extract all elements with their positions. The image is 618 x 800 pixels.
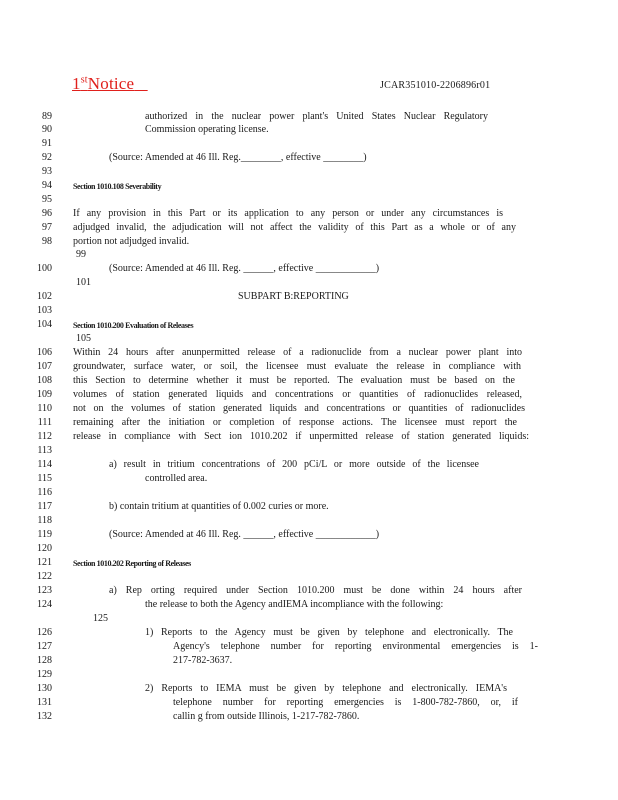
line-number: 117 xyxy=(37,501,52,512)
line-number: 113 xyxy=(37,445,52,456)
body-line: If any provision in this Part or its application to any person or under any circumstances is xyxy=(73,208,503,219)
line-number: 103 xyxy=(37,305,52,316)
body-line: groundwater, surface water, or soil, the licensee must evaluate the release in compliance with xyxy=(73,361,521,372)
line-number: 132 xyxy=(37,711,52,722)
line-number: 99 xyxy=(76,249,86,260)
line-number: 111 xyxy=(37,417,52,428)
line-number: 107 xyxy=(37,361,52,372)
line-number: 102 xyxy=(37,291,52,302)
body-line: remaining after the initiation or completion of response actions. The licensee must report the xyxy=(73,417,517,428)
line-number: 104 xyxy=(37,319,52,330)
notice-heading: 1stNotice xyxy=(72,74,135,93)
line-number: 94 xyxy=(42,180,52,191)
line-number: 128 xyxy=(37,655,52,666)
list-item: telephone number for reporting emergencies is 1-800-782-7860, or, if xyxy=(173,697,518,708)
line-number: 96 xyxy=(42,208,52,219)
line-number: 92 xyxy=(42,152,52,163)
body-line: the release to both the Agency andIEMA incompliance with the following: xyxy=(145,599,444,610)
line-number: 114 xyxy=(37,459,52,470)
line-number: 118 xyxy=(37,515,52,526)
document-code: JCAR351010-2206896r01 xyxy=(380,80,491,91)
line-number: 95 xyxy=(42,194,52,205)
line-number: 129 xyxy=(37,669,52,680)
line-number: 119 xyxy=(37,529,52,540)
list-item: a) result in tritium concentrations of 200 pCi/L or more outside of the licensee xyxy=(109,459,479,470)
line-number: 116 xyxy=(37,487,52,498)
source-note: (Source: Amended at 46 Ill. Reg. ______, effective ____________) xyxy=(109,263,380,274)
line-number: 109 xyxy=(37,389,52,400)
list-item: 1) Reports to the Agency must be given by telephone and electronically. The xyxy=(145,627,513,638)
body-line: a) Rep orting required under Section 1010.200 must be done within 24 hours after xyxy=(109,585,522,596)
line-number: 106 xyxy=(37,347,52,358)
subpart-heading: SUBPART B:REPORTING xyxy=(238,291,349,302)
line-number: 101 xyxy=(76,277,91,288)
line-number: 105 xyxy=(76,333,91,344)
line-number: 130 xyxy=(37,683,52,694)
list-item: 217-782-3637. xyxy=(173,655,233,666)
line-number: 120 xyxy=(37,543,52,554)
body-line: Within 24 hours after anunpermitted release of a radionuclide from a nuclear power plant into xyxy=(73,347,522,358)
line-number: 91 xyxy=(42,138,52,149)
line-number: 112 xyxy=(37,431,52,442)
list-item: Agency's telephone number for reporting environmental emergencies is 1- xyxy=(173,641,538,652)
line-number: 125 xyxy=(93,613,108,624)
body-line: adjudged invalid, the adjudication will not affect the validity of this Part as a whole or of any xyxy=(73,222,516,233)
list-item: b) contain tritium at quantities of 0.002 curies or more. xyxy=(109,501,329,512)
body-line: Commission operating license. xyxy=(145,124,269,135)
list-item: callin g from outside Illinois, 1-217-782-7860. xyxy=(173,711,360,722)
line-number: 100 xyxy=(37,263,52,274)
line-number: 98 xyxy=(42,236,52,247)
section-heading: Section 1010.200 Evaluation of Releases xyxy=(73,321,194,330)
line-number: 89 xyxy=(42,111,52,122)
line-number: 108 xyxy=(37,375,52,386)
section-heading: Section 1010.108 Severability xyxy=(73,182,162,191)
body-line: volumes of station generated liquids and concentrations or quantities of radionuclides released, xyxy=(73,389,522,400)
body-line: portion not adjudged invalid. xyxy=(73,236,190,247)
source-note: (Source: Amended at 46 Ill. Reg.________, effective ________) xyxy=(109,152,367,163)
source-note: (Source: Amended at 46 Ill. Reg. ______, effective ____________) xyxy=(109,529,380,540)
line-number: 90 xyxy=(42,124,52,135)
line-number: 115 xyxy=(37,473,52,484)
line-number: 126 xyxy=(37,627,52,638)
line-number: 124 xyxy=(37,599,52,610)
body-line: this Section to determine whether it must be reported. The evaluation must be based on the xyxy=(73,375,515,386)
line-number: 127 xyxy=(37,641,52,652)
body-line: release in compliance with Sect ion 1010.202 if unpermitted release of station generated liquids: xyxy=(73,431,529,442)
body-line: authorized in the nuclear power plant's United States Nuclear Regulatory xyxy=(145,111,488,122)
line-number: 110 xyxy=(37,403,52,414)
line-number: 131 xyxy=(37,697,52,708)
line-number: 122 xyxy=(37,571,52,582)
list-item: controlled area. xyxy=(145,473,208,484)
line-number: 121 xyxy=(37,557,52,568)
section-heading: Section 1010.202 Reporting of Releases xyxy=(73,559,191,568)
list-item: 2) Reports to IEMA must be given by telephone and electronically. IEMA's xyxy=(145,683,507,694)
line-number: 97 xyxy=(42,222,52,233)
line-number: 93 xyxy=(42,166,52,177)
line-number: 123 xyxy=(37,585,52,596)
body-line: not on the volumes of station generated liquids and concentrations or quantities of radionuclides xyxy=(73,403,525,414)
